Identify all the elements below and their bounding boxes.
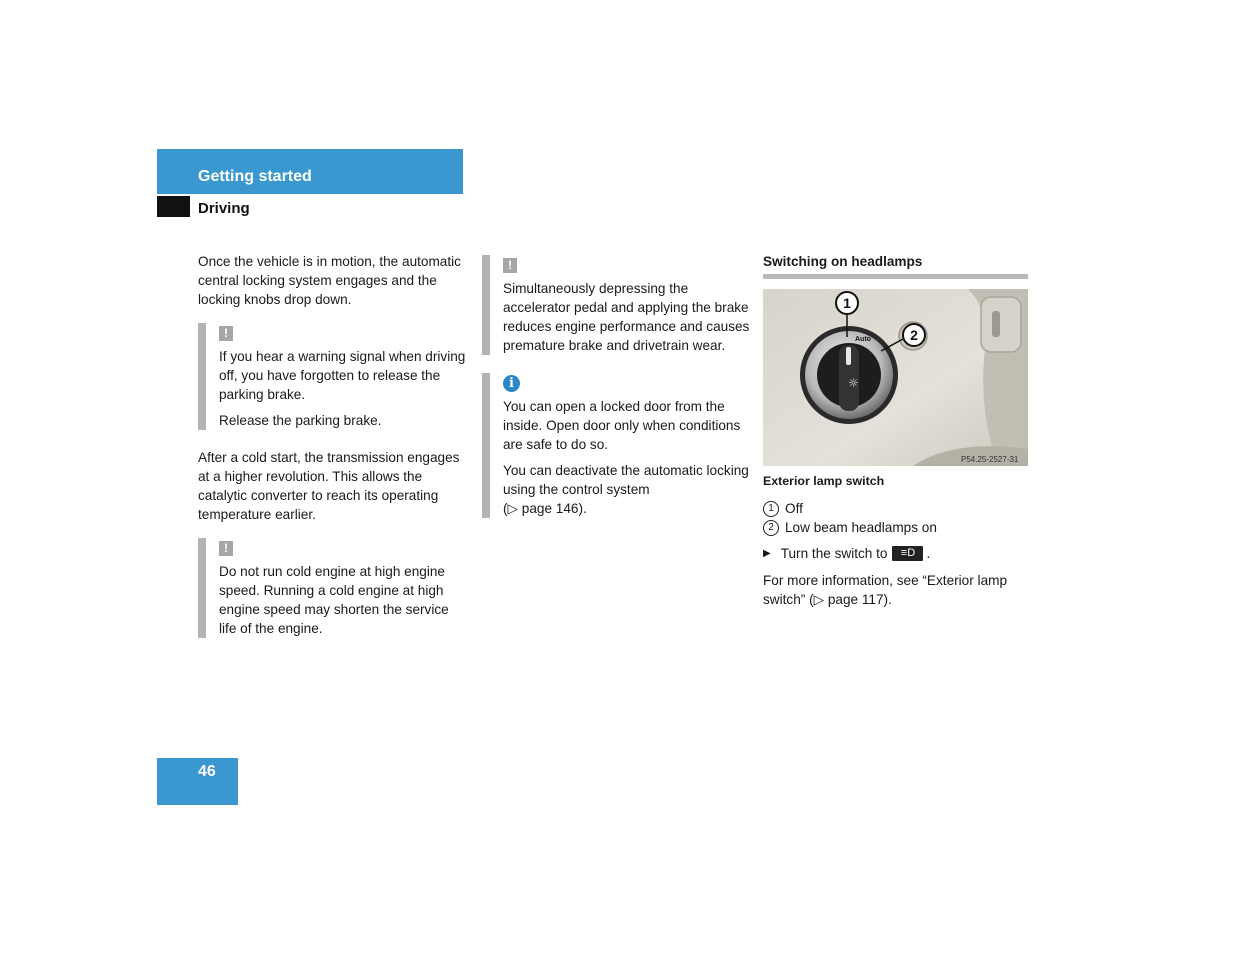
subsection-title: Driving <box>198 200 250 217</box>
section-heading-headlamps: Switching on headlamps <box>763 252 1028 279</box>
figure-caption: Exterior lamp switch <box>763 474 885 488</box>
bullet-arrow-icon: ▶ <box>763 548 771 559</box>
info-text-deactivate-body: You can deactivate the automatic locking using the control system <box>503 463 749 497</box>
low-beam-icon: ≡D <box>892 546 923 561</box>
column-middle <box>482 255 750 536</box>
page-number: 46 <box>198 763 216 780</box>
parking-lamp-icon: ☼ <box>848 376 859 390</box>
legend-number: 2 <box>763 520 779 536</box>
legend-item <box>763 499 1028 518</box>
legend-label: Low beam headlamps on <box>785 520 937 535</box>
figure-code: P54.25-2527-31 <box>961 455 1019 464</box>
column-left <box>198 252 466 656</box>
warning-note-parking-brake <box>198 323 466 430</box>
subsection-marker <box>157 196 190 217</box>
callout-1: 1 <box>843 295 851 311</box>
warning-action: Release the parking brake. <box>219 413 382 428</box>
warning-icon: ! <box>219 326 233 341</box>
info-note-door-locking <box>482 373 750 518</box>
warning-note-cold-engine <box>198 538 466 638</box>
more-info-reference: For more information, see “Exterior lamp switch” (▷ page 117). <box>763 573 1008 607</box>
info-text-deactivate <box>503 461 750 518</box>
warning-icon: ! <box>219 541 233 556</box>
warning-icon: ! <box>503 258 517 273</box>
info-icon: i <box>503 375 520 392</box>
step-text: Turn the switch to <box>780 546 888 561</box>
warning-text: If you hear a warning signal when driving off, you have forgotten to release the parking brake. <box>219 349 466 402</box>
callout-2: 2 <box>910 327 918 343</box>
warning-text: Do not run cold engine at high engine speed. Running a cold engine at high engine speed may shorten the service life of the engine. <box>219 564 449 636</box>
column-right <box>763 252 1028 616</box>
legend-item <box>763 518 1028 537</box>
legend-label: Off <box>785 501 803 516</box>
paragraph-cold-start: After a cold start, the transmission engages at a higher revolution. This allows the catalytic converter to reach its operating temperature earlier. <box>198 450 460 522</box>
instruction-step <box>763 544 1028 563</box>
knob-auto-label: Auto <box>855 336 871 343</box>
paragraph-central-locking: Once the vehicle is in motion, the automatic central locking system engages and the locking knobs drop down. <box>198 254 461 307</box>
page-reference-link[interactable]: (▷ page 146). <box>503 501 587 516</box>
legend-number: 1 <box>763 501 779 517</box>
exterior-lamp-switch-photo <box>763 289 1028 466</box>
section-title: Getting started <box>198 168 312 185</box>
warning-note-brake-wear <box>482 255 750 355</box>
info-text-open-door: You can open a locked door from the inside. Open door only when conditions are safe to do so. <box>503 399 741 452</box>
warning-text: Simultaneously depressing the accelerator pedal and applying the brake reduces engine performance and causes premature brake and drivetrain wear. <box>503 281 750 353</box>
step-end: . <box>926 546 931 561</box>
